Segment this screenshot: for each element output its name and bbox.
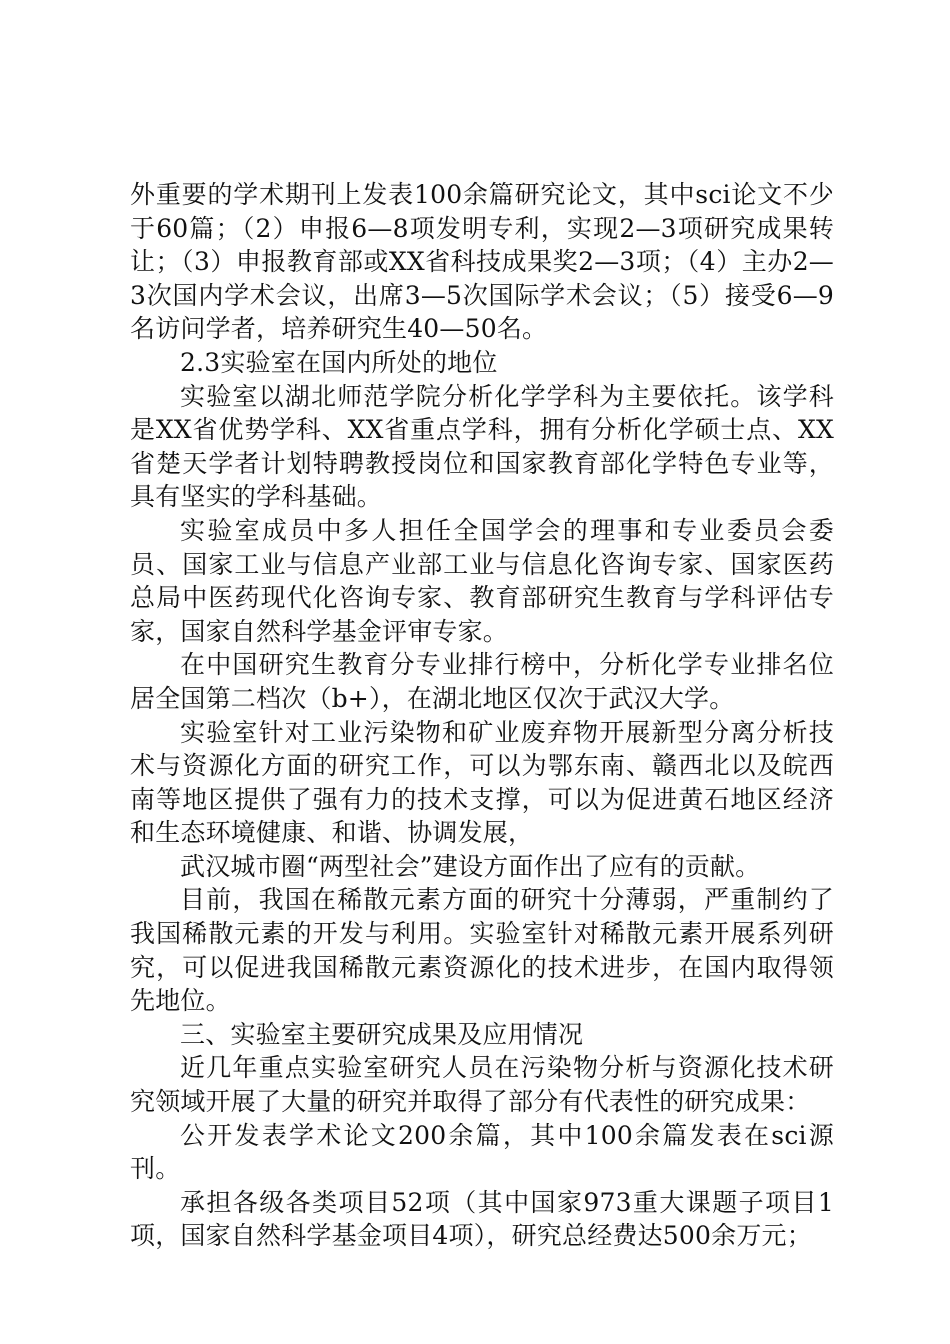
paragraph-research-work: 实验室针对工业污染物和矿业废弃物开展新型分离分析技术与资源化方面的研究工作，可以为鄂东南、赣西北以及皖西南等地区提供了强有力的技术支撑，可以为促进黄石地区经济和生态环境健康、和谐、协调发展，: [130, 717, 834, 848]
document-body: [130, 178, 834, 1253]
section-heading-3: 三、实验室主要研究成果及应用情况: [180, 1019, 584, 1049]
paragraph-publications: 公开发表学术论文200余篇，其中100余篇发表在sci源刊。: [130, 1120, 834, 1184]
paragraph-rare-elements: 目前，我国在稀散元素方面的研究十分薄弱，严重制约了我国稀散元素的开发与利用。实验室针对稀散元素开展系列研究，可以促进我国稀散元素资源化的技术进步，在国内取得领先地位。: [130, 885, 834, 1016]
section-heading-2-3: 2.3实验室在国内所处的地位: [180, 347, 498, 377]
paragraph-results-intro: 近几年重点实验室研究人员在污染物分析与资源化技术研究领域开展了大量的研究并取得了部分有代表性的研究成果：: [130, 1053, 834, 1117]
paragraph-ranking: 在中国研究生教育分专业排行榜中，分析化学专业排名位居全国第二档次（b+），在湖北地区仅次于武汉大学。: [130, 650, 834, 713]
paragraph-projects: 承担各级各类项目52项（其中国家973重大课题子项目1项，国家自然科学基金项目4项），研究总经费达500余万元；: [130, 1187, 834, 1251]
paragraph-discipline-basis: 实验室以湖北师范学院分析化学学科为主要依托。该学科是XX省优势学科、XX省重点学科，拥有分析化学硕士点、XX省楚天学者计划特聘教授岗位和国家教育部化学特色专业等，具有坚实的学科基础。: [130, 381, 834, 512]
paragraph-continued: 外重要的学术期刊上发表100余篇研究论文，其中sci论文不少于60篇；（2）申报6—8项发明专利，实现2—3项研究成果转让；（3）申报教育部或XX省科技成果奖2—3项；（4）主办2—3次国内学术会议，出席3—5次国际学术会议；（5）接受6—9名访问学者，培养研究生40—50名。: [130, 180, 834, 344]
paragraph-members: 实验室成员中多人担任全国学会的理事和专业委员会委员、国家工业与信息产业部工业与信息化咨询专家、国家医药总局中医药现代化咨询专家、教育部研究生教育与学科评估专家，国家自然科学基金评审专家。: [130, 515, 834, 646]
paragraph-contribution: 武汉城市圈“两型社会”建设方面作出了应有的贡献。: [180, 851, 761, 881]
